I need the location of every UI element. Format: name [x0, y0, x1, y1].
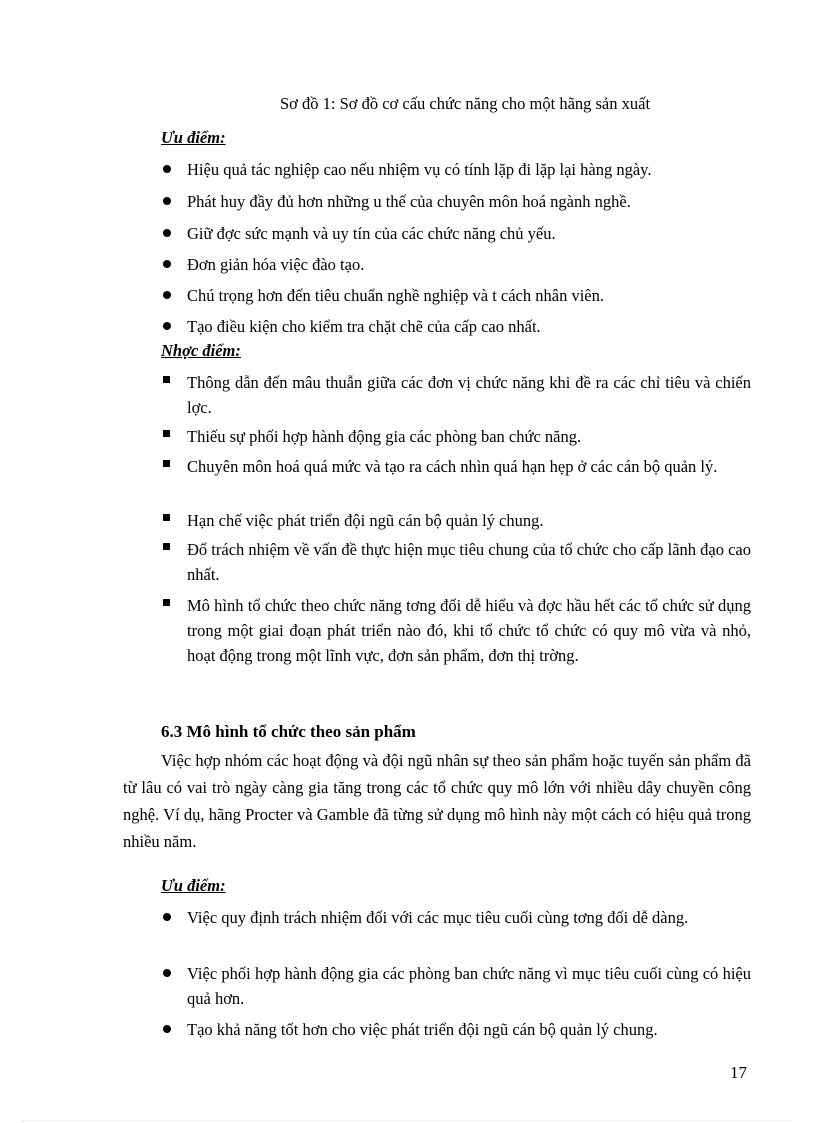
list-item: Thiếu sự phối hợp hành động gia các phòng ban chức năng.	[161, 424, 751, 449]
footer-divider	[22, 1120, 792, 1121]
list-item: Chuyên môn hoá quá mức và tạo ra cách nhìn quá hạn hẹp ở các cán bộ quản lý.	[161, 454, 751, 479]
list-item: Giữ đợc sức mạnh và uy tín của các chức năng chủ yếu.	[161, 221, 751, 246]
list-item: Phát huy đầy đủ hơn những u thế của chuyên môn hoá ngành nghề.	[161, 189, 751, 214]
figure-caption: Sơ đồ 1: Sơ đồ cơ cấu chức năng cho một hãng sản xuất	[279, 94, 651, 113]
list-item: Việc phối hợp hành động gia các phòng ban chức năng vì mục tiêu cuối cùng có hiệu quả hơn.	[161, 961, 751, 1011]
list-item: Thông dẫn đến mâu thuẫn giữa các đơn vị chức năng khi đề ra các chỉ tiêu và chiến lợc.	[161, 370, 751, 420]
list-item: Chú trọng hơn đến tiêu chuẩn nghề nghiệp và t cách nhân viên.	[161, 283, 751, 308]
list-item: Mô hình tổ chức theo chức năng tơng đối dễ hiểu và đợc hầu hết các tổ chức sử dụng trong một giai đoạn phát triển nào đó, khi tổ chức tổ chức có quy mô vừa và nhỏ, hoạt động trong một lĩnh vực, đơn sản phẩm, đơn thị trờng.	[161, 593, 751, 668]
advantages-heading: Ưu điểm:	[161, 128, 226, 147]
list-item: Tạo điều kiện cho kiểm tra chặt chẽ của cấp cao nhất.	[161, 314, 751, 339]
list-item: Việc quy định trách nhiệm đối với các mục tiêu cuối cùng tơng đối dễ dàng.	[161, 905, 751, 930]
section-paragraph: Việc hợp nhóm các hoạt động và đội ngũ nhân sự theo sản phẩm hoặc tuyến sản phẩm đã từ lâu có vai trò ngày càng gia tăng trong các tổ chức quy mô lớn với nhiều dây chuyền công nghệ. Ví dụ, hãng Procter và Gamble đã từng sử dụng mô hình này một cách có hiệu quả trong nhiều năm.	[123, 751, 751, 851]
advantages-heading: Ưu điểm:	[161, 876, 226, 895]
list-item: Tạo khả năng tốt hơn cho việc phát triển đội ngũ cán bộ quản lý chung.	[161, 1017, 751, 1042]
list-item: Hạn chế việc phát triển đội ngũ cán bộ quản lý chung.	[161, 508, 751, 533]
list-item: Hiệu quả tác nghiệp cao nếu nhiệm vụ có tính lặp đi lặp lại hàng ngày.	[161, 157, 751, 182]
list-item: Đơn giản hóa việc đào tạo.	[161, 252, 751, 277]
page-number: 17	[730, 1063, 747, 1082]
section-title: 6.3 Mô hình tổ chức theo sản phẩm	[161, 722, 416, 741]
disadvantages-heading: Nhợc điểm:	[161, 341, 241, 360]
list-item: Đổ trách nhiệm về vấn đề thực hiện mục tiêu chung của tổ chức cho cấp lãnh đạo cao nhất.	[161, 537, 751, 587]
